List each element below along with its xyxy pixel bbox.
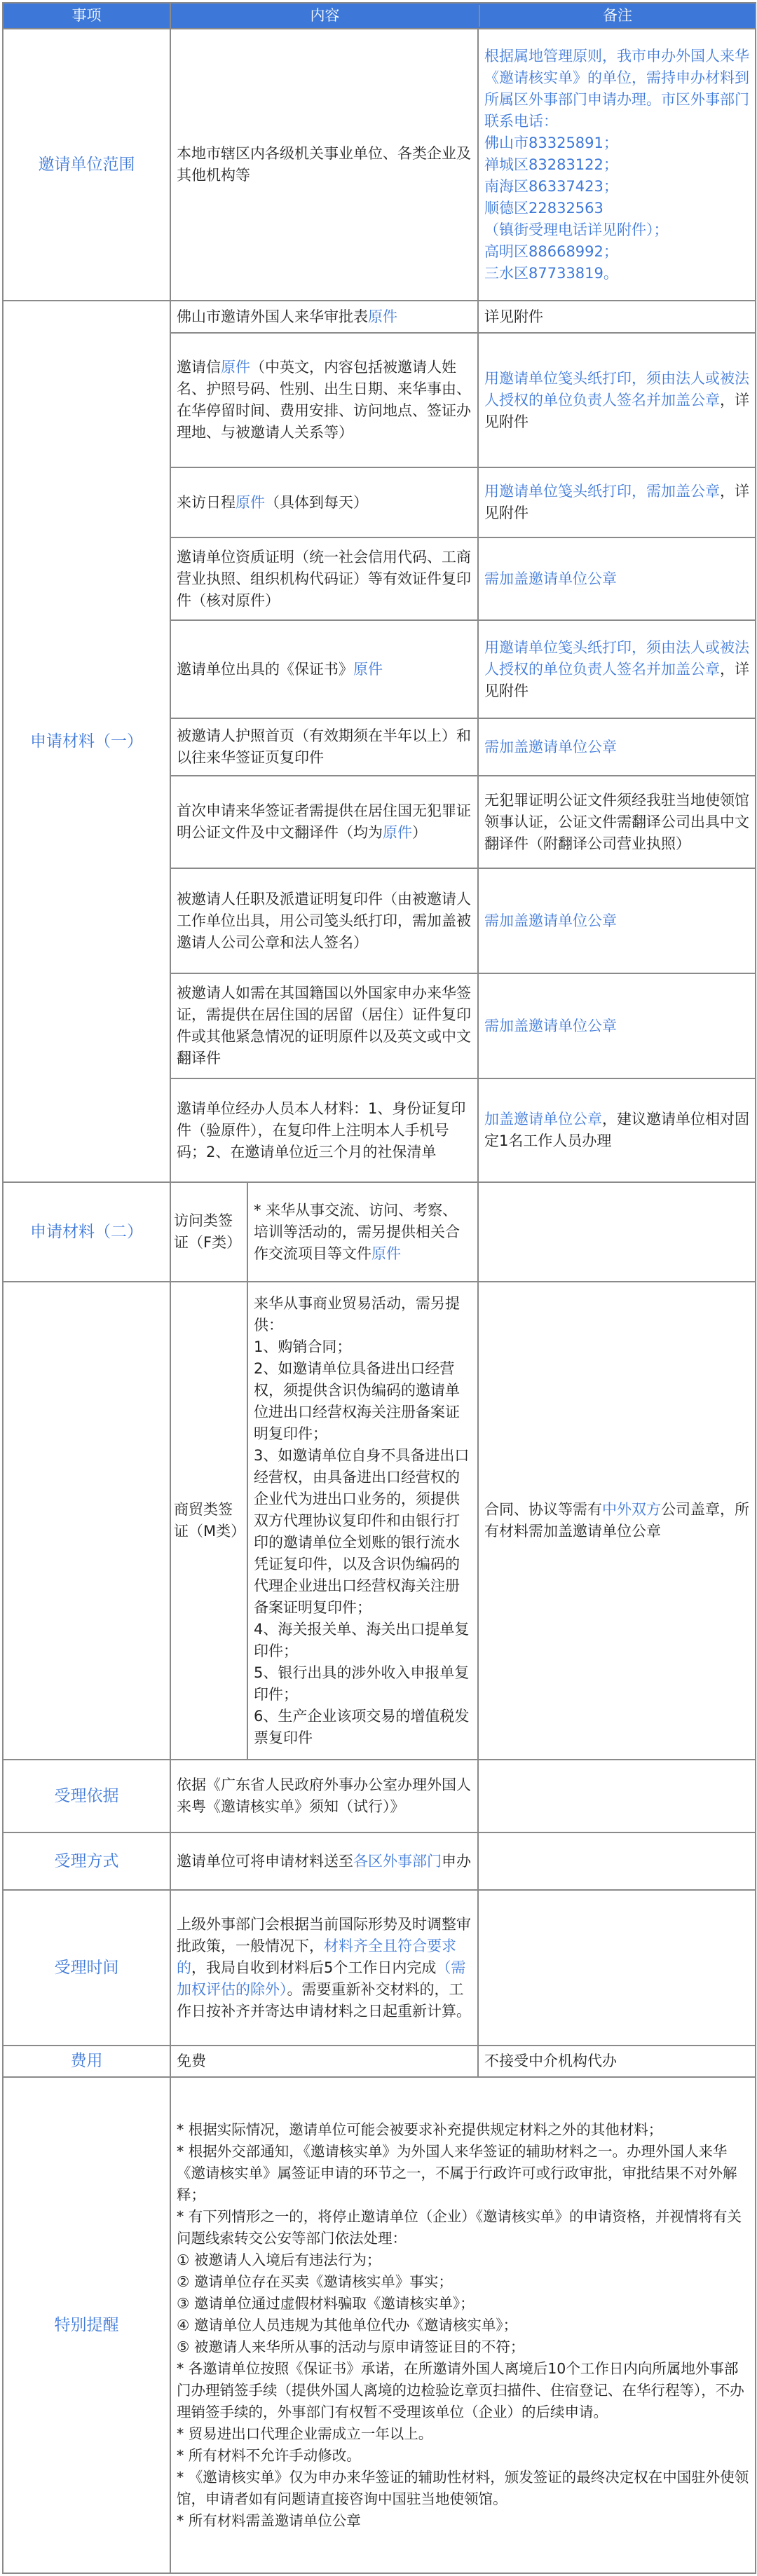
material-4-note: 需加盖邀请单位公章	[478, 537, 756, 620]
reminders-content: * 根据实际情况，邀请单位可能会被要求补充提供规定材料之外的其他材料； * 根据外交部通知，《邀请核实单》为外国人来华签证的辅助材料之一。办理外国人来华《邀请核实单》属签证申请的环节之一，不属于行政许可或行政审批，审批结果不对外解释； * 有下列情形之一的，将停止邀请单位（企业）《邀请核实单》的申请资格，并视情将有关问题线索转交公安等部门依法处理： ① 被邀请人入境后有违法行为； ② 邀请单位存在买卖《邀请核实单》事实； ③ 邀请单位通过虚假材料骗取《邀请核实单》； ④ 邀请单位人员违规为其他单位代办《邀请核实单》； ⑤ 被邀请人来华所从事的活动与原申请签证目的不符； * 各邀请单位按照《保证书》承诺，在所邀请外国人离境后10个工作日内向所属地外事部门办理销签手续（提供外国人离境的边检验讫章页扫描件、住宿登记、在华行程等），不办理销签手续的，外事部门有权暂不受理该单位（企业）的后续申请。 * 贸易进出口代理企业需成立一年以上。 * 所有材料不允许手动修改。 * 《邀请核实单》仅为申办来华签证的辅助性材料，颁发签证的最终决定权在中国驻外使领馆，申请者如有问题请直接咨询中国驻当地使领馆。 * 所有材料需盖邀请单位公章	[170, 2077, 756, 2573]
material-3-note: 用邀请单位笺头纸打印，需加盖公章，详见附件	[478, 467, 756, 537]
visa-f-label: 访问类签证（F类）	[171, 1183, 248, 1281]
original-doc-link[interactable]: 原件	[371, 1245, 401, 1262]
row-label-time: 受理时间	[3, 1890, 170, 2046]
row-label-scope: 邀请单位范围	[3, 29, 170, 301]
table-row	[3, 301, 756, 333]
visa-m-note: 合同、协议等需有中外双方公司盖章，所有材料需加盖邀请单位公章	[478, 1282, 756, 1760]
header-content: 内容	[310, 7, 340, 24]
table-row	[3, 1182, 756, 1282]
material-4-content: 邀请单位资质证明（统一社会信用代码、工商营业执照、组织机构代码证）等有效证件复印件（核对原件）	[170, 537, 478, 620]
application-table	[2, 2, 756, 2574]
row-label-method: 受理方式	[3, 1832, 170, 1890]
original-doc-link[interactable]: 原件	[383, 824, 412, 841]
basis-content: 依据《广东省人民政府外事办公室办理外国人来粤《邀请核实单》须知（试行）》	[170, 1760, 478, 1832]
material-10-content: 邀请单位经办人员本人材料：1、身份证复印件（验原件），在复印件上注明本人手机号码；2、在邀请单位近三个月的社保清单	[170, 1078, 478, 1182]
row-label-basis: 受理依据	[3, 1760, 170, 1832]
row-label-materials-2: 申请材料（二）	[3, 1182, 170, 1282]
header-note: 备注	[479, 5, 755, 27]
scope-note: 根据属地管理原则，我市申办外国人来华《邀请核实单》的单位，需持申办材料到所属区外事部门申请办理。市区外事部门联系电话： 佛山市83325891； 禅城区83283122； 南海区86337423； 顺德区22832563 （镇街受理电话详见附件）； 高明区88668992； 三水区87733819。	[478, 29, 756, 301]
material-6-note: 需加盖邀请单位公章	[478, 718, 756, 776]
method-content: 邀请单位可将申请材料送至各区外事部门申办	[170, 1832, 478, 1890]
material-9-content: 被邀请人如需在其国籍国以外国家申办来华签证，需提供在居住国的居留（居住）证件复印件或其他紧急情况的证明原件以及英文或中文翻译件	[170, 973, 478, 1078]
time-content: 上级外事部门会根据当前国际形势及时调整审批政策，一般情况下，材料齐全且符合要求的，我局自收到材料后5个工作日内完成（需加权评估的除外）。需要重新补交材料的，工作日按补齐并寄达申请材料之日起重新计算。	[170, 1890, 478, 2046]
table-row	[3, 2077, 756, 2573]
material-6-content: 被邀请人护照首页（有效期须在半年以上）和以往来华签证页复印件	[170, 718, 478, 776]
table-row	[3, 29, 756, 301]
original-doc-link[interactable]: 原件	[353, 660, 383, 678]
table-header	[3, 3, 756, 29]
table-row	[3, 1760, 756, 1832]
fee-note: 不接受中介机构代办	[478, 2046, 756, 2077]
visa-m-label: 商贸类签证（M类）	[171, 1282, 248, 1759]
visa-f-content: * 来华从事交流、访问、考察、培训等活动的，需另提供相关合作交流项目等文件原件	[254, 1201, 460, 1262]
material-9-note: 需加盖邀请单位公章	[478, 973, 756, 1078]
material-7-note: 无犯罪证明公证文件须经我驻当地使领馆领事认证，公证文件需翻译公司出具中文翻译件（附翻译公司营业执照）	[478, 776, 756, 868]
table-row	[3, 1890, 756, 2046]
row-label-materials-1: 申请材料（一）	[3, 301, 170, 1182]
original-doc-link[interactable]: 原件	[236, 493, 265, 511]
table-row	[3, 1832, 756, 1890]
visa-m-content: 来华从事商业贸易活动，需另提供： 1、购销合同； 2、如邀请单位具备进出口经营权，须提供含识伪编码的邀请单位进出口经营权海关注册备案证明复印件； 3、如邀请单位自身不具备进出口经营权，由具备进出口经营权的企业代为进出口业务的，须提供双方代理协议复印件和由银行打印的邀请单位全划账的银行流水凭证复印件，以及含识伪编码的代理企业进出口经营权海关注册备案证明复印件； 4、海关报关单、海关出口提单复印件； 5、银行出具的涉外收入申报单复印件； 6、生产企业该项交易的增值税发票复印件	[254, 1294, 470, 1746]
material-1-content: 佛山市邀请外国人来华审批表原件	[170, 301, 478, 333]
original-doc-link[interactable]: 原件	[221, 359, 250, 376]
original-doc-link[interactable]: 原件	[368, 308, 397, 325]
material-2-content: 邀请信原件（中英文，内容包括被邀请人姓名、护照号码、性别、出生日期、来华事由、在华停留时间、费用安排、访问地点、签证办理地、与被邀请人关系等）	[170, 333, 478, 467]
row-label-fee: 费用	[3, 2046, 170, 2077]
table-row	[3, 1282, 756, 1760]
district-office-link[interactable]: 各区外事部门	[353, 1852, 442, 1870]
material-5-content: 邀请单位出具的《保证书》原件	[170, 620, 478, 718]
material-7-content: 首次申请来华签证者需提供在居住国无犯罪证明公证文件及中文翻译件（均为原件）	[170, 776, 478, 868]
material-5-note: 用邀请单位笺头纸打印，须由法人或被法人授权的单位负责人签名并加盖公章，详见附件	[478, 620, 756, 718]
scope-content: 本地市辖区内各级机关事业单位、各类企业及其他机构等	[170, 29, 478, 301]
material-10-note: 加盖邀请单位公章，建议邀请单位相对固定1名工作人员办理	[478, 1078, 756, 1182]
material-3-content: 来访日程原件（具体到每天）	[170, 467, 478, 537]
material-8-note: 需加盖邀请单位公章	[478, 868, 756, 973]
table-row	[3, 2046, 756, 2077]
row-label-reminders: 特别提醒	[3, 2077, 170, 2573]
material-2-note: 用邀请单位笺头纸打印，须由法人或被法人授权的单位负责人签名并加盖公章，详见附件	[478, 333, 756, 467]
fee-content: 免费	[170, 2046, 478, 2077]
material-1-note: 详见附件	[478, 301, 756, 333]
material-8-content: 被邀请人任职及派遣证明复印件（由被邀请人工作单位出具，用公司笺头纸打印，需加盖被邀请人公司公章和法人签名）	[170, 868, 478, 973]
header-item: 事项	[3, 3, 170, 29]
